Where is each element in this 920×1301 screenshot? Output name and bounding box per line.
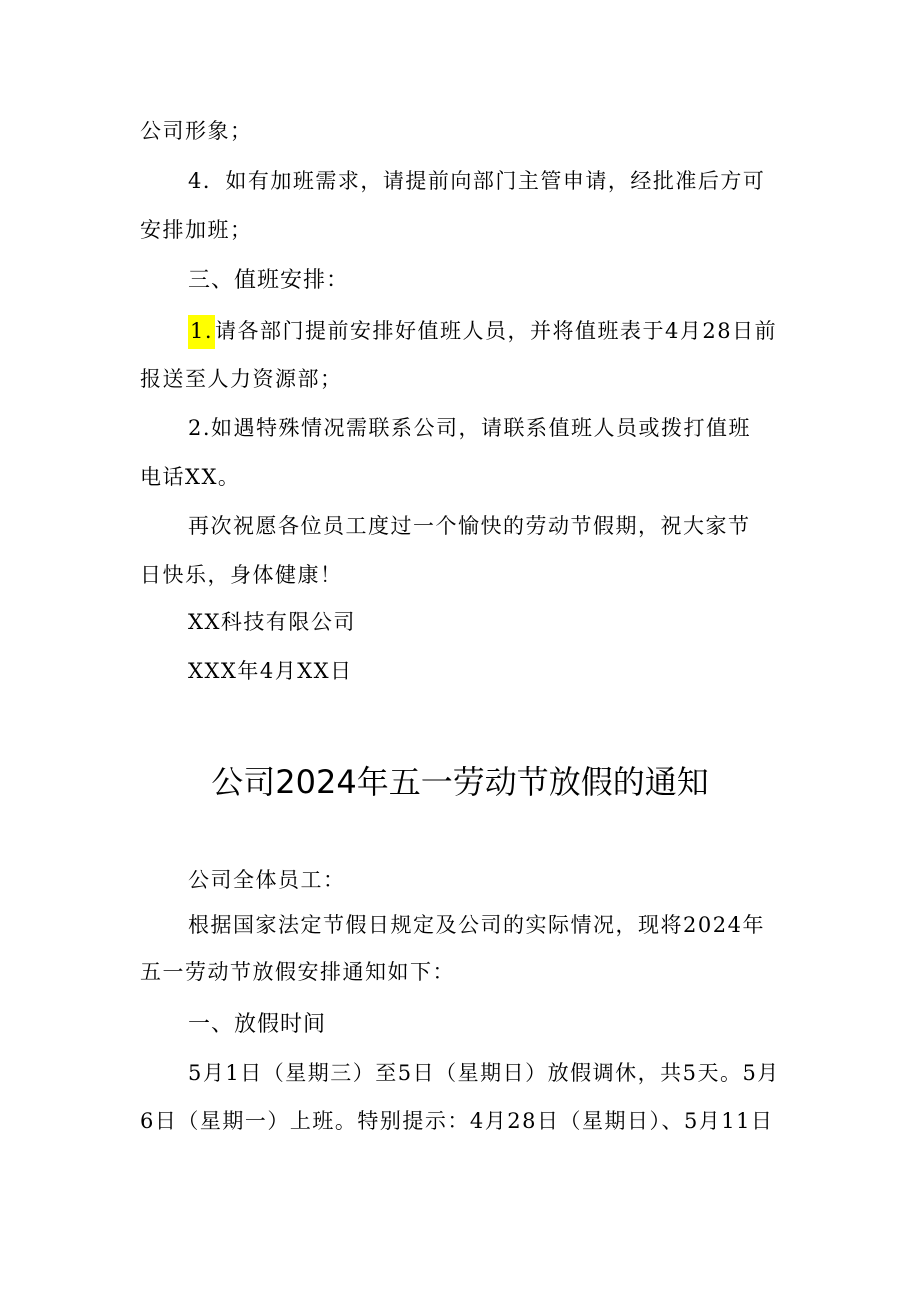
signature-date: XXX年4月XX日 [188, 659, 353, 683]
list-item-1 [188, 316, 777, 346]
paragraph-line: 电话XX。 [140, 465, 241, 489]
list-item-2: 2.如遇特殊情况需联系公司，请联系值班人员或拨打值班 [188, 416, 752, 440]
highlighted-number: 1. [188, 315, 215, 349]
page-title: 公司2024年五一劳动节放假的通知 [211, 763, 709, 801]
paragraph-line: 安排加班； [140, 218, 253, 242]
paragraph-line: 五一劳动节放假安排通知如下： [140, 960, 455, 984]
closing-wish: 再次祝愿各位员工度过一个愉快的劳动节假期，祝大家节 [188, 514, 751, 538]
holiday-time-paragraph: 5月1日（星期三）至5日（星期日）放假调休，共5天。5月 [188, 1061, 780, 1085]
paragraph-line: 公司形象； [140, 119, 253, 143]
intro-paragraph: 根据国家法定节假日规定及公司的实际情况，现将2024年 [188, 913, 765, 937]
paragraph-line: 4．如有加班需求，请提前向部门主管申请，经批准后方可 [188, 169, 766, 193]
section-heading-duty: 三、值班安排： [188, 268, 350, 293]
paragraph-line: 日快乐，身体健康！ [140, 563, 343, 587]
paragraph-line: 6日（星期一）上班。特别提示：4月28日（星期日）、5月11日 [140, 1109, 774, 1133]
signature-company: XX科技有限公司 [188, 610, 356, 634]
greeting: 公司全体员工： [188, 868, 346, 892]
paragraph-line: 报送至人力资源部； [140, 367, 343, 391]
list-item-text: 请各部门提前安排好值班人员，并将值班表于4月28日前 [215, 319, 778, 343]
section-heading-holiday-time: 一、放假时间 [188, 1012, 327, 1037]
